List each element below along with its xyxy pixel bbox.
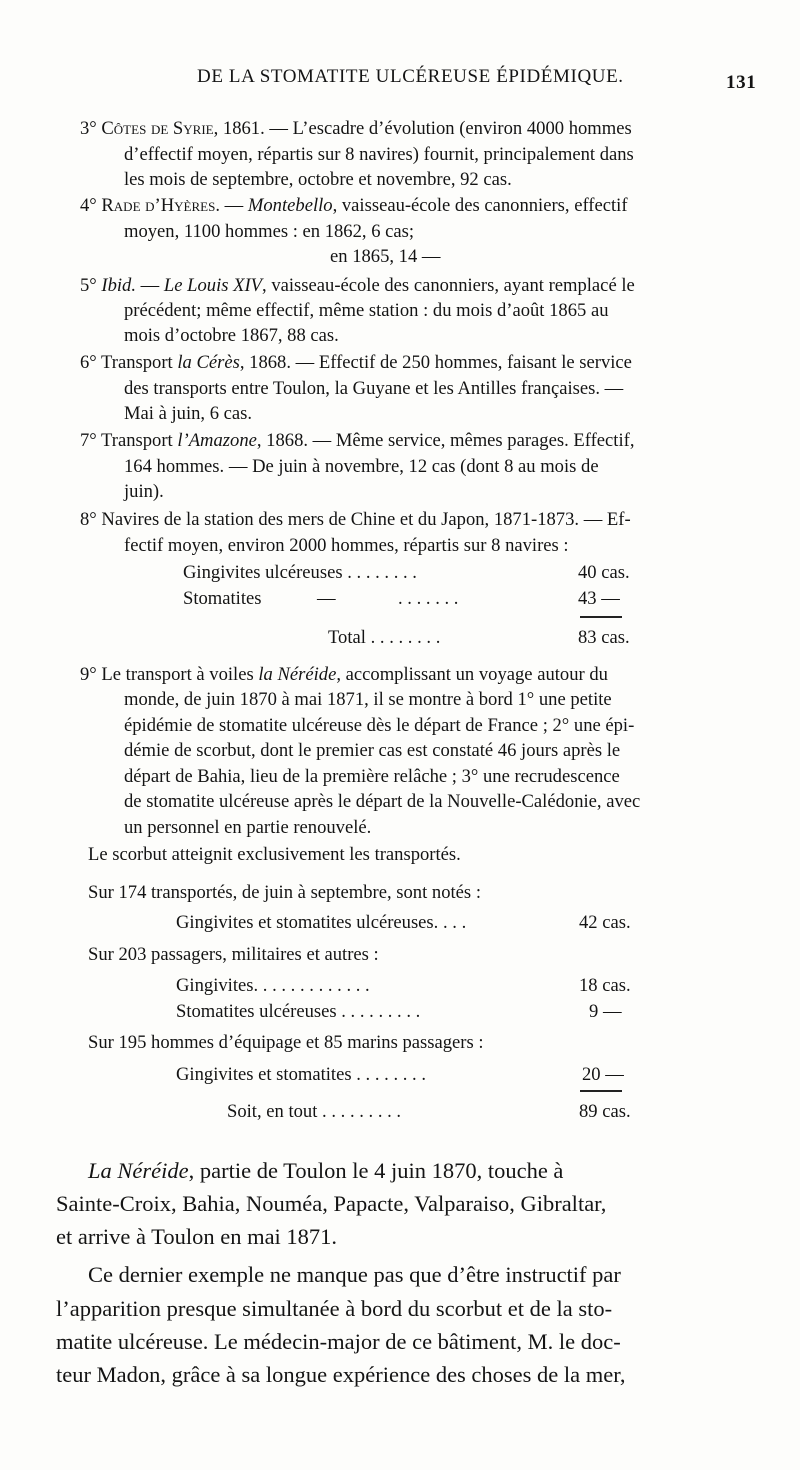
item-3-line-2: d’effectif moyen, répartis sur 8 navires) fournit, principalement dans — [124, 144, 634, 165]
item-text: , accomplissant un voyage autour du — [336, 664, 608, 685]
row-value: 20 — — [582, 1064, 624, 1085]
item-number: 4° — [80, 195, 97, 216]
ship-name: Le Louis XIV — [163, 275, 263, 296]
row-label: Total — [328, 627, 366, 648]
ship-name: l’Amazone — [177, 430, 257, 451]
group-total-row — [227, 1099, 401, 1124]
item-4-line-2: moyen, 1100 hommes : en 1862, 6 cas; — [124, 221, 415, 242]
group-3-heading: Sur 195 hommes d’équipage et 85 marins passagers : — [88, 1032, 484, 1053]
item-text: Navires de la station des mers de Chine et du Japon, 1871-1873. — Ef- — [101, 509, 631, 530]
item-text: Transport — [101, 352, 178, 373]
item-5-line-1 — [80, 273, 635, 298]
item-number: 9° — [80, 664, 97, 685]
group-1-row — [176, 910, 466, 935]
item-7-line-2: 164 hommes. — De juin à novembre, 12 cas (dont 8 au mois de — [124, 456, 599, 477]
row-label: Gingivites et stomatites — [176, 1064, 352, 1085]
item-text: , 1861. — L’escadre d’évolution (environ 4000 hommes — [213, 118, 632, 139]
item-4-line-3: en 1865, 14 — — [330, 246, 441, 267]
item-text: , vaisseau-école des canonniers, effectif — [332, 195, 628, 216]
item-number: 5° — [80, 275, 97, 296]
ship-name: Montebello — [247, 195, 333, 216]
body-p1-line-2: Sainte-Croix, Bahia, Nouméa, Papacte, Valparaiso, Gibraltar, — [56, 1191, 607, 1216]
row-value: 40 cas. — [578, 562, 630, 583]
item-text: , 1868. — Même service, mêmes parages. Effectif, — [256, 430, 635, 451]
item-9-line-7: un personnel en partie renouvelé. — [124, 817, 372, 838]
body-p1-line-1 — [88, 1155, 563, 1186]
item-number: 7° — [80, 430, 97, 451]
item-text: Transport — [101, 430, 178, 451]
row-label: Stomatites ulcéreuses — [176, 1001, 337, 1022]
body-p2-line-2: l’apparition presque simultanée à bord du scorbut et de la sto- — [56, 1296, 613, 1321]
row-label: Gingivites. — [176, 975, 259, 996]
row-value: 42 cas. — [579, 912, 631, 933]
sum-rule — [580, 616, 622, 618]
row-label: Gingivites ulcéreuses — [183, 562, 343, 583]
group-2-row-gingivites — [176, 973, 370, 998]
item-5-line-2: précédent; même effectif, même station : du mois d’août 1865 au — [124, 300, 609, 321]
item-6-line-2: des transports entre Toulon, la Guyane et les Antilles françaises. — — [124, 378, 624, 399]
item-3-line-3: les mois de septembre, octobre et novembre, 92 cas. — [124, 169, 512, 190]
body-p1-line-3: et arrive à Toulon en mai 1871. — [56, 1224, 338, 1249]
ship-name: la Néréide — [258, 664, 337, 685]
running-title: DE LA STOMATITE ULCÉREUSE ÉPIDÉMIQUE. — [197, 66, 624, 87]
row-label: Gingivites et stomatites ulcéreuses. — [176, 912, 439, 933]
leader-dots: . . . . . . . . . . . . — [262, 975, 370, 996]
item-text: , vaisseau-école des canonniers, ayant remplacé le — [262, 275, 635, 296]
group-2-heading: Sur 203 passagers, militaires et autres : — [88, 944, 379, 965]
row-value: 9 — — [589, 1001, 622, 1022]
ibid: Ibid. — [101, 275, 136, 296]
row-label: Stomatites — [183, 588, 262, 609]
item-7-line-3: juin). — [124, 481, 164, 502]
page-number: 131 — [726, 72, 757, 93]
body-p2-line-4: teur Madon, grâce à sa longue expérience des choses de la mer, — [56, 1362, 626, 1387]
item-8-line-2: fectif moyen, environ 2000 hommes, répartis sur 8 navires : — [124, 535, 569, 556]
place-name: Rade d’Hyères — [101, 195, 216, 216]
leader-dots: . . . . . . . . . — [341, 1001, 421, 1022]
item-5-line-3: mois d’octobre 1867, 88 cas. — [124, 325, 339, 346]
scurvy-intro: Le scorbut atteignit exclusivement les transportés. — [88, 844, 461, 865]
item-9-line-3: épidémie de stomatite ulcéreuse dès le départ de France ; 2° une épi- — [124, 715, 635, 736]
table-row-gingivites — [183, 560, 417, 585]
item-7-line-1 — [80, 428, 634, 453]
row-value: 43 — — [578, 588, 620, 609]
ditto-dash: — — [317, 588, 336, 609]
ship-name: la Cérès — [177, 352, 240, 373]
leader-dots: . . . . . . . — [398, 588, 459, 609]
item-6-line-3: Mai à juin, 6 cas. — [124, 403, 253, 424]
item-8-line-1 — [80, 507, 631, 532]
leader-dots: . . . — [442, 912, 467, 933]
leader-dots: . . . . . . . . — [356, 1064, 426, 1085]
item-text: Le transport à voiles — [101, 664, 259, 685]
ship-name: La Néréide — [88, 1158, 189, 1183]
separator: . — — [215, 195, 248, 216]
body-text: , partie de Toulon le 4 juin 1870, touche à — [188, 1158, 564, 1183]
item-4-line-1 — [80, 193, 628, 218]
table-row-total — [328, 625, 440, 650]
group-1-heading: Sur 174 transportés, de juin à septembre, sont notés : — [88, 882, 481, 903]
item-6-line-1 — [80, 350, 632, 375]
leader-dots: . . . . . . . . — [370, 627, 441, 648]
item-9-line-1 — [80, 662, 608, 687]
item-number: 8° — [80, 509, 97, 530]
item-text: , 1868. — Effectif de 250 hommes, faisant le service — [239, 352, 632, 373]
item-9-line-6: de stomatite ulcéreuse après le départ de la Nouvelle-Calédonie, avec — [124, 791, 641, 812]
leader-dots: . . . . . . . . — [347, 562, 417, 583]
item-number: 3° — [80, 118, 97, 139]
leader-dots: . . . . . . . . . — [322, 1101, 402, 1122]
row-value: 18 cas. — [579, 975, 631, 996]
row-label: Soit, en tout — [227, 1101, 318, 1122]
body-p2-line-3: matite ulcéreuse. Le médecin-major de ce bâtiment, M. le doc- — [56, 1329, 621, 1354]
separator: — — [136, 275, 164, 296]
place-name: Côtes de Syrie — [101, 118, 214, 139]
row-value: 89 cas. — [579, 1101, 631, 1122]
group-2-row-stomatites — [176, 999, 420, 1024]
table-row-stomatites — [183, 586, 262, 611]
item-number: 6° — [80, 352, 97, 373]
item-3-line-1 — [80, 116, 632, 141]
sum-rule — [580, 1090, 622, 1092]
item-9-line-5: départ de Bahia, lieu de la première relâche ; 3° une recrudescence — [124, 766, 620, 787]
group-3-row — [176, 1062, 426, 1087]
body-p2-line-1: Ce dernier exemple ne manque pas que d’être instructif par — [88, 1262, 621, 1287]
item-9-line-2: monde, de juin 1870 à mai 1871, il se montre à bord 1° une petite — [124, 689, 612, 710]
row-value: 83 cas. — [578, 627, 630, 648]
item-9-line-4: démie de scorbut, dont le premier cas est constaté 46 jours après le — [124, 740, 621, 761]
